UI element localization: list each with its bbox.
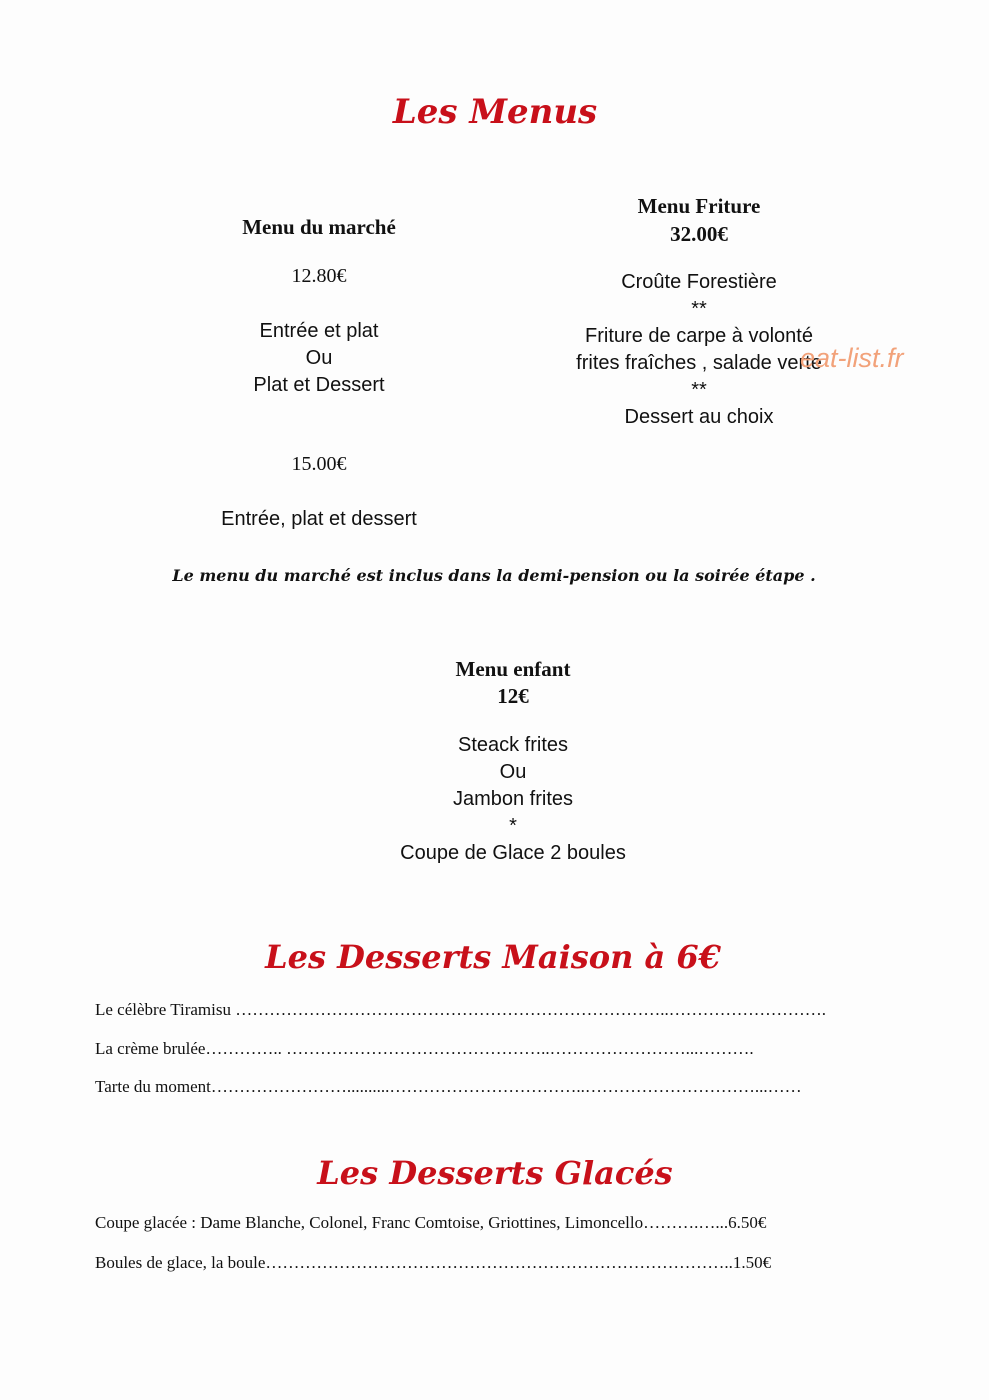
dessert-maison-row: La crème brulée………….. ………………………………………..……………………...………. <box>95 1039 754 1058</box>
menu-friture-line: frites fraîches , salade verte <box>576 352 822 374</box>
menu-enfant-line: Jambon frites <box>452 788 574 810</box>
dessert-glace-row: Boules de glace, la boule………………………………………………………………………..1.50€ <box>95 1253 772 1272</box>
dessert-maison-row: Le célèbre Tiramisu …………………………………………………………………..………………………. <box>95 1000 826 1019</box>
dessert-glace-row: Coupe glacée : Dame Blanche, Colonel, Franc Comtoise, Griottines, Limoncello……….…...6.50€ <box>95 1213 767 1232</box>
heading-desserts-maison: Les Desserts Maison à 6€ <box>265 938 721 976</box>
menu-friture-line: Croûte Forestière <box>621 271 777 293</box>
menu-enfant-line: * <box>509 815 517 837</box>
menu-enfant-price: 12€ <box>497 684 529 708</box>
menu-enfant-line: Coupe de Glace 2 boules <box>400 842 626 864</box>
menu-friture-line: ** <box>691 298 707 320</box>
menu-marche-line: Entrée et plat <box>259 320 379 342</box>
menu-friture-line: Dessert au choix <box>624 406 774 428</box>
menu-friture-title: Menu Friture <box>637 194 761 218</box>
menu-marche-line: Entrée, plat et dessert <box>221 508 417 530</box>
menu-marche-price-2: 15.00€ <box>291 453 347 475</box>
menu-marche-title: Menu du marché <box>242 215 396 239</box>
menu-enfant-line: Ou <box>499 761 527 783</box>
dessert-maison-row: Tarte du moment……………………..........……………………………..…………………………...…… <box>95 1077 802 1096</box>
menu-marche-price-1: 12.80€ <box>291 265 347 287</box>
menu-friture-line: ** <box>691 379 707 401</box>
menu-note: Le menu du marché est inclus dans la demi-pension ou la soirée étape . <box>172 566 816 585</box>
menu-enfant-line: Steack frites <box>457 734 569 756</box>
watermark: eat-list.fr <box>800 343 904 373</box>
menu-friture-price: 32.00€ <box>670 222 728 246</box>
menu-marche-line: Ou <box>305 347 333 369</box>
menu-marche-line: Plat et Dessert <box>253 374 385 396</box>
menu-enfant-title: Menu enfant <box>455 657 571 681</box>
heading-les-menus: Les Menus <box>392 92 598 132</box>
menu-friture-line: Friture de carpe à volonté <box>585 325 813 347</box>
heading-desserts-glaces: Les Desserts Glacés <box>317 1154 673 1192</box>
